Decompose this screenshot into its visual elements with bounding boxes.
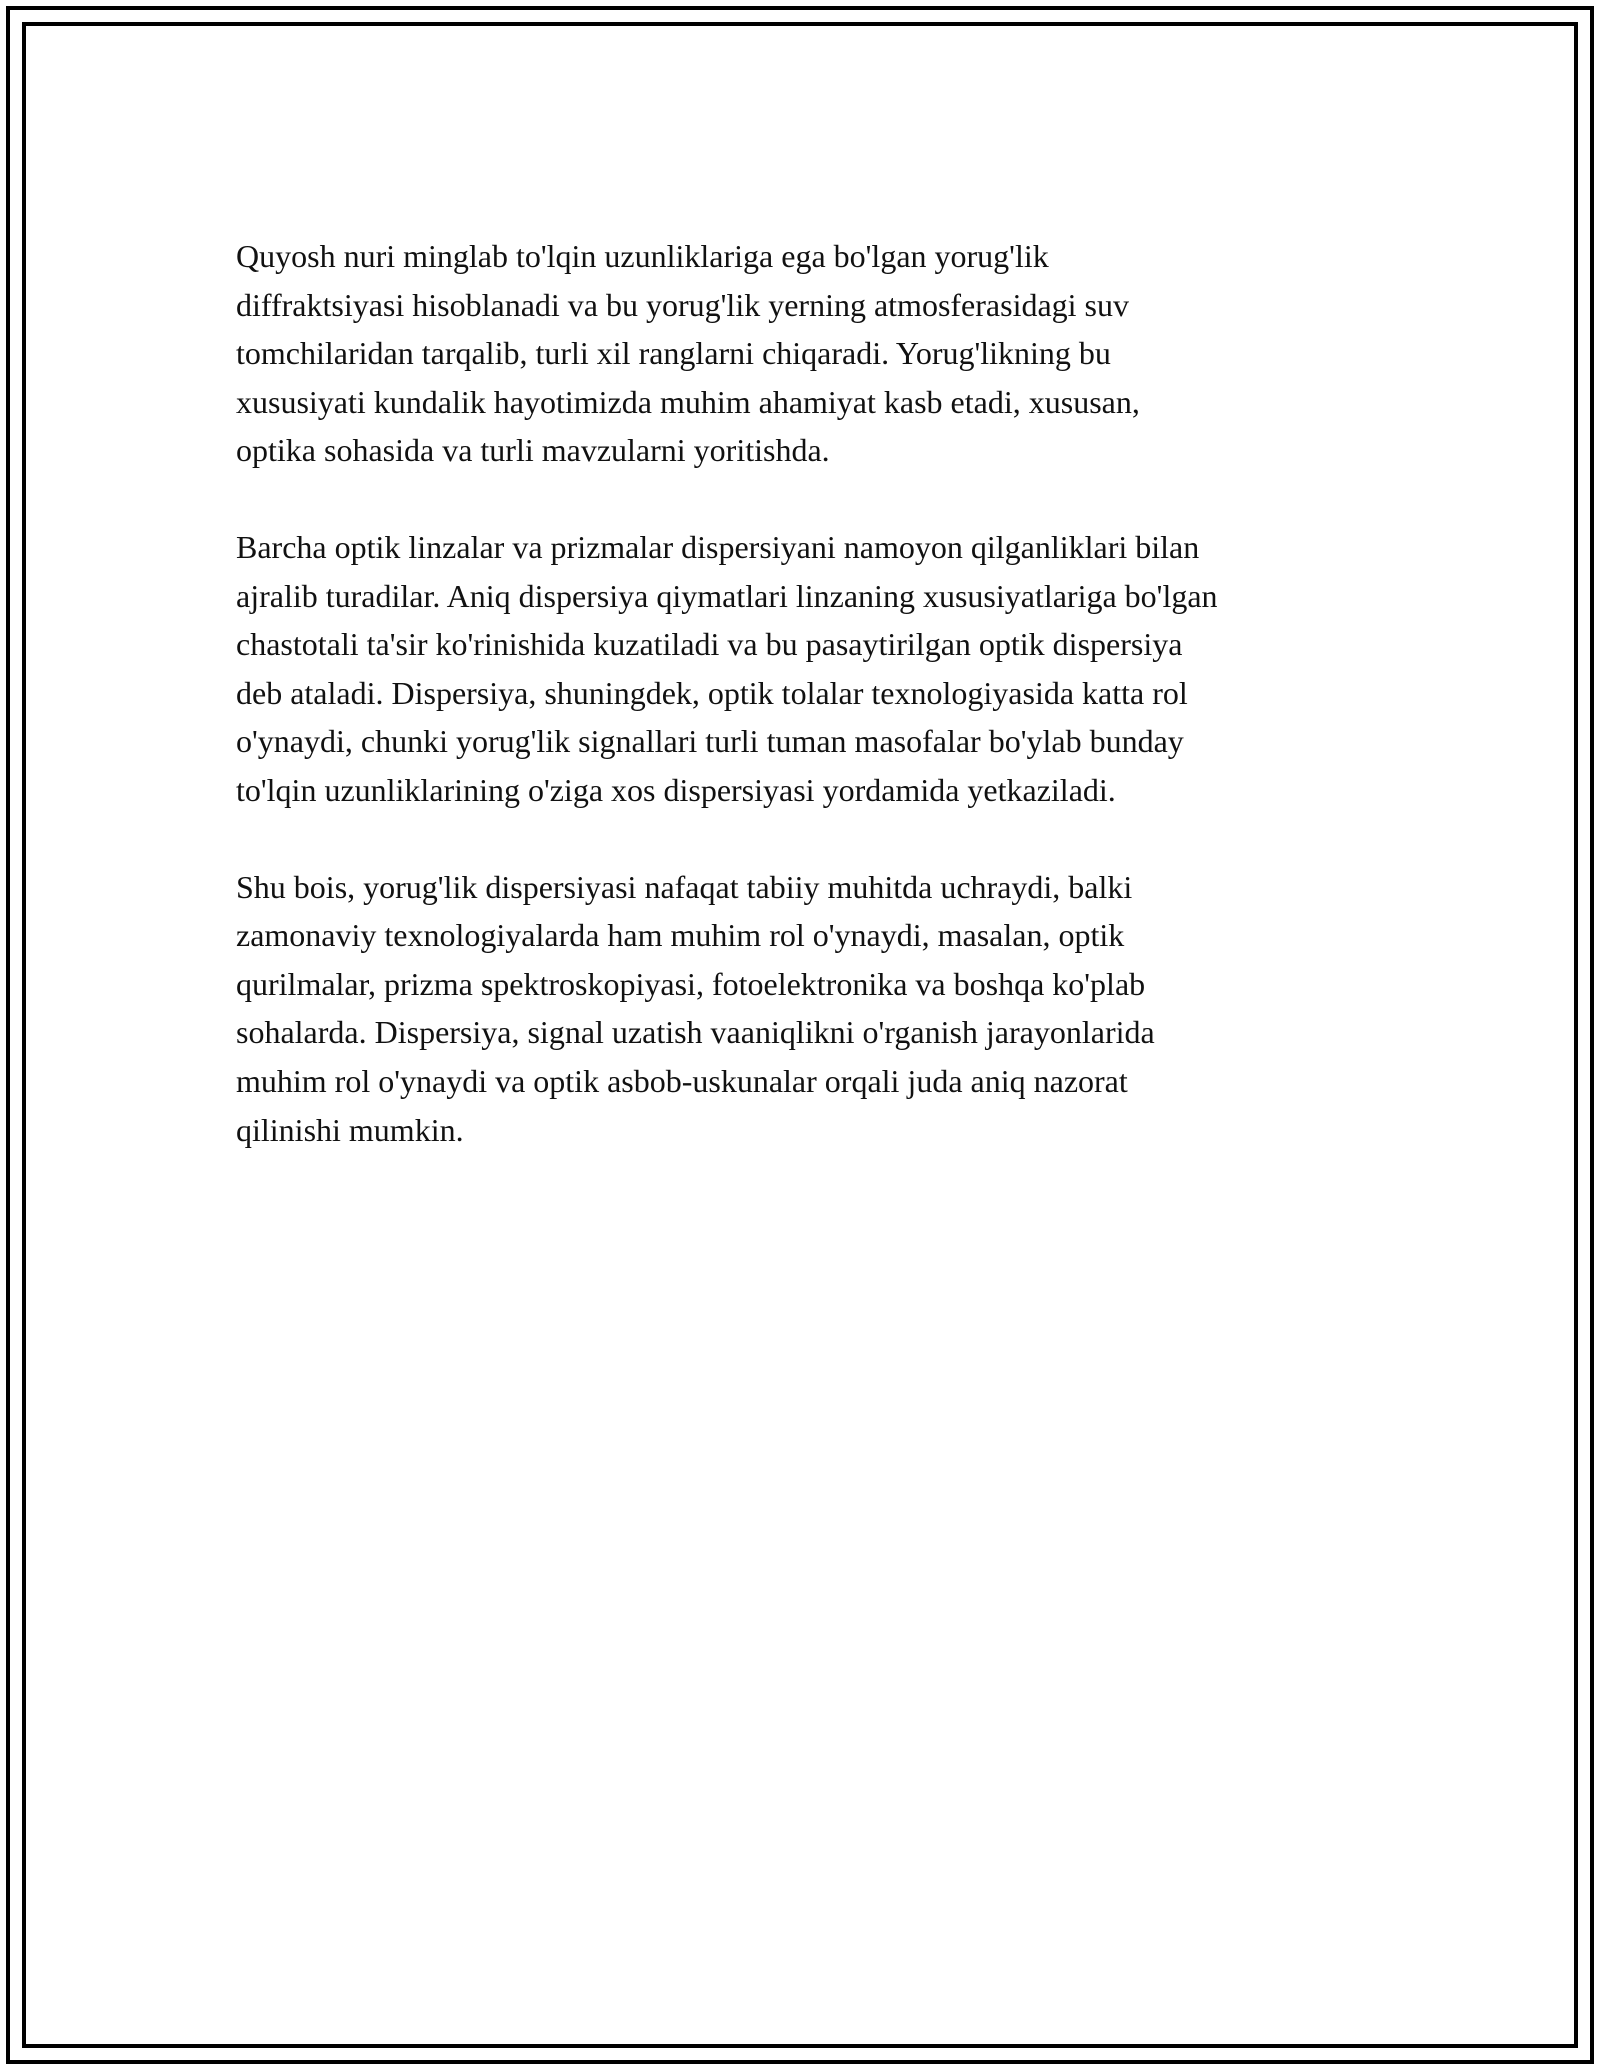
document-body xyxy=(236,232,1386,1202)
text-line: o'ynaydi, chunki yorug'lik signallari turli tuman masofalar bo'ylab bunday xyxy=(236,723,1184,760)
text-line: tomchilaridan tarqalib, turli xil ranglarni chiqaradi. Yorug'likning bu xyxy=(236,335,1111,372)
text-line: optika sohasida va turli mavzularni yoritishda. xyxy=(236,432,830,469)
paragraph-2 xyxy=(236,523,1386,815)
text-line: to'lqin uzunliklarining o'ziga xos dispersiyasi yordamida yetkaziladi. xyxy=(236,771,1116,808)
paragraph-1 xyxy=(236,232,1386,475)
text-line: diffraktsiyasi hisoblanadi va bu yorug'lik yerning atmosferasidagi suv xyxy=(236,286,1129,323)
text-line: muhim rol o'ynaydi va optik asbob-uskunalar orqali juda aniq nazorat xyxy=(236,1062,1128,1099)
text-line: sohalarda. Dispersiya, signal uzatish vaaniqlikni o'rganish jarayonlarida xyxy=(236,1014,1155,1051)
text-line: qurilmalar, prizma spektroskopiyasi, fotoelektronika va boshqa ko'plab xyxy=(236,965,1146,1002)
text-line: Barcha optik linzalar va prizmalar dispersiyani namoyon qilganliklari bilan xyxy=(236,528,1200,565)
text-line: Quyosh nuri minglab to'lqin uzunliklariga ega bo'lgan yorug'lik xyxy=(236,238,1049,274)
text-line: qilinishi mumkin. xyxy=(236,1111,464,1148)
text-line: xususiyati kundalik hayotimizda muhim ahamiyat kasb etadi, xususan, xyxy=(236,383,1140,420)
paragraph-3 xyxy=(236,863,1386,1155)
text-line: Shu bois, yorug'lik dispersiyasi nafaqat tabiiy muhitda uchraydi, balki xyxy=(236,868,1133,905)
text-line: zamonaviy texnologiyalarda ham muhim rol o'ynaydi, masalan, optik xyxy=(236,917,1125,954)
text-line: ajralib turadilar. Aniq dispersiya qiymatlari linzaning xususiyatlariga bo'lgan xyxy=(236,577,1218,614)
text-line: deb ataladi. Dispersiya, shuningdek, optik tolalar texnologiyasida katta rol xyxy=(236,674,1188,711)
text-line: chastotali ta'sir ko'rinishida kuzatiladi va bu pasaytirilgan optik dispersiya xyxy=(236,626,1183,663)
